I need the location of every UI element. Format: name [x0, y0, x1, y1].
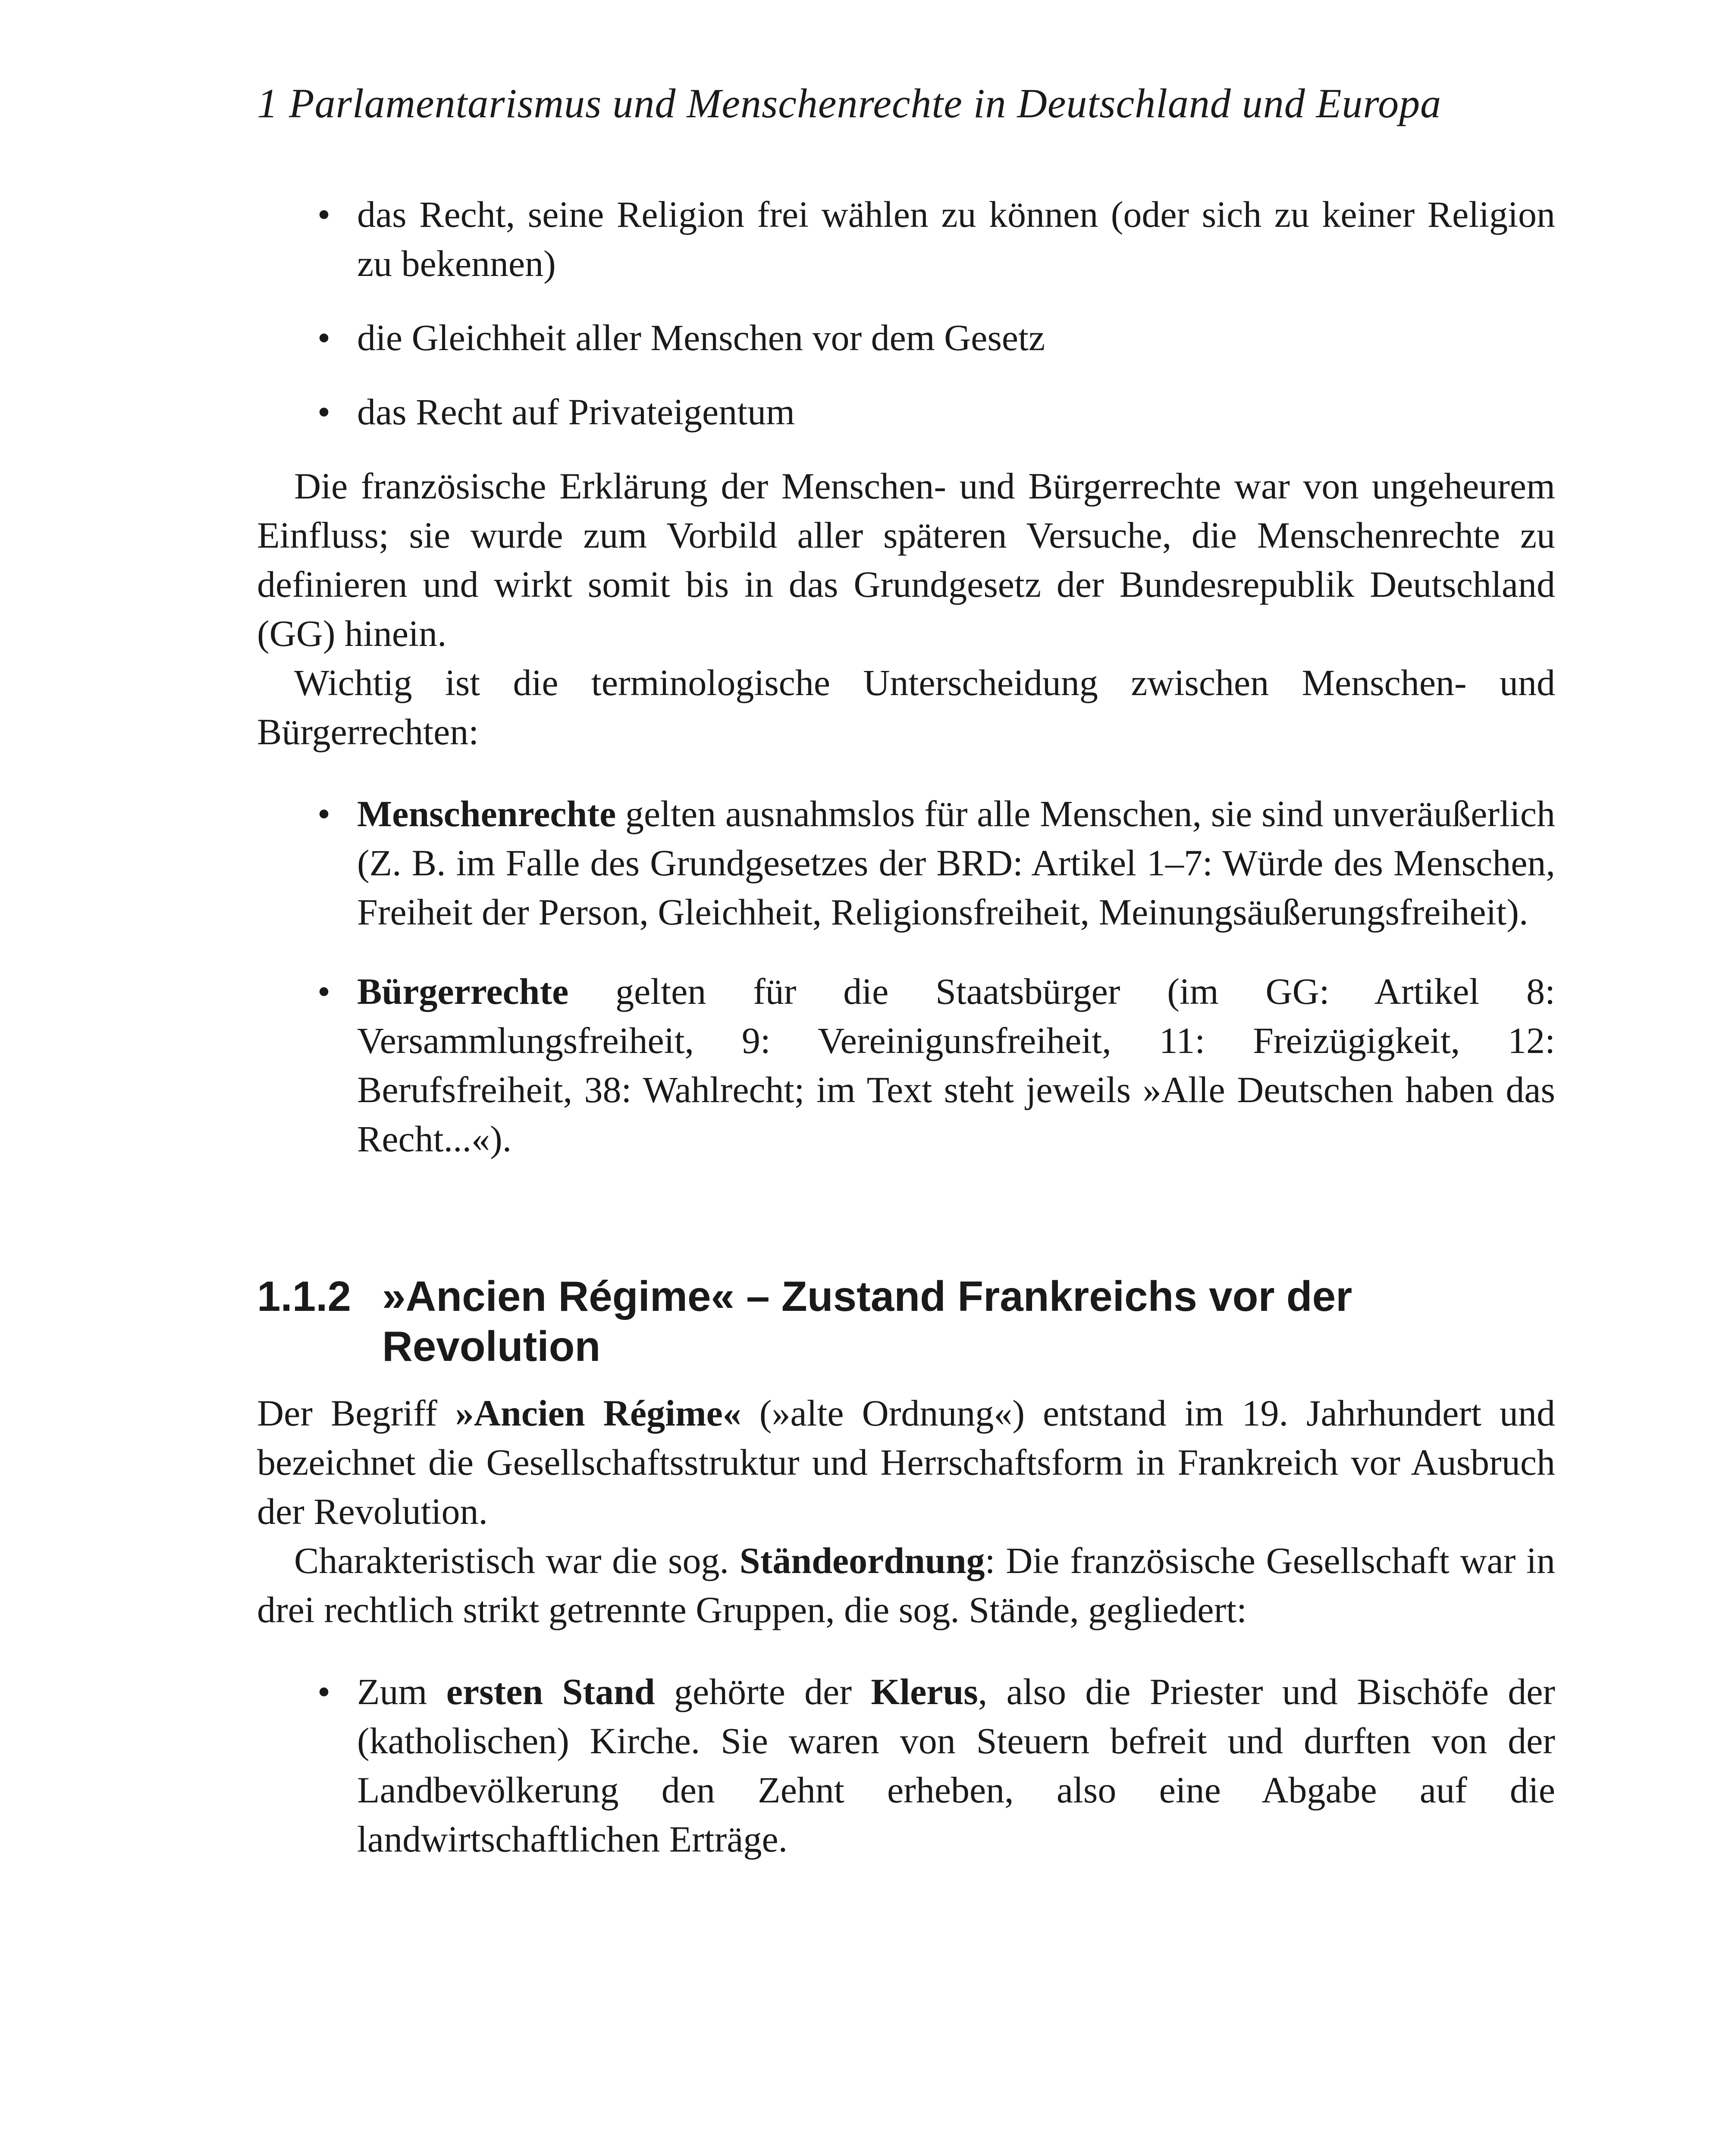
- list-item: [257, 1667, 1555, 1864]
- paragraph-staendeordnung: Charakteristisch war die sog. Ständeordnung: Die französische Gesellschaft war in drei rechtlich strikt getrennte Gruppen, die sog. Stände, gegliedert:: [257, 1540, 1555, 1630]
- list-item-text: das Recht, seine Religion frei wählen zu können (oder sich zu keiner Religion zu bekennen): [357, 194, 1555, 284]
- human-vs-civil-rights-list: [257, 789, 1555, 1163]
- term-erster-stand: ersten Stand: [446, 1671, 655, 1712]
- bullet-icon: •: [317, 317, 331, 358]
- running-head: 1 Parlamentarismus und Menschenrechte in Deutschland und Europa: [257, 80, 1442, 126]
- term-buergerrechte: Bürgerrechte: [357, 971, 569, 1012]
- section-number: 1.1.2: [257, 1272, 351, 1320]
- paragraph-declaration: Die französische Erklärung der Menschen- und Bürgerrechte war von ungeheurem Einfluss; sie wurde zum Vorbild aller späteren Versuche, die Menschenrechte zu definieren und wirkt somit bis in das Grundgesetz der Bundesrepublik Deutschland (GG) hinein.: [257, 465, 1555, 654]
- paragraph-terminology: Wichtig ist die terminologische Unterscheidung zwischen Menschen- und Bürgerrechten:: [257, 662, 1555, 752]
- list-item-text: Zum ersten Stand gehörte der Klerus, also die Priester und Bischöfe der (katholischen) Kirche. Sie waren von Steuern befreit und durften von der Landbevölkerung den Zehnt erheben, also eine Abgabe auf die landwirtschaftlichen Erträge.: [357, 1671, 1555, 1860]
- list-item: [257, 387, 1555, 436]
- bullet-icon: •: [317, 793, 331, 834]
- rights-bullet-list: [257, 190, 1555, 436]
- list-item-text: Bürgerrechte gelten für die Staatsbürger (im GG: Artikel 8: Versammlungsfreiheit, 9: Vereinigunsfreiheit, 11: Freizügigkeit, 12: Berufsfreiheit, 38: Wahlrecht; im Text steht jeweils »Alle Deutschen haben das Recht...«).: [357, 971, 1555, 1159]
- section-heading: [257, 1271, 1555, 1371]
- list-item: [257, 190, 1555, 288]
- list-item-text: Menschenrechte gelten ausnahmslos für alle Menschen, sie sind unveräußerlich (Z. B. im Falle des Grundgesetzes der BRD: Artikel 1–7: Würde des Menschen, Freiheit der Person, Gleichheit, Religionsfreiheit, Meinungsäußerungsfreiheit).: [357, 793, 1555, 933]
- list-item: [257, 789, 1555, 937]
- page-body: [257, 190, 1555, 1889]
- estates-list: [257, 1667, 1555, 1864]
- term-ancien-regime: »Ancien Régime«: [455, 1392, 741, 1434]
- bullet-icon: •: [317, 1671, 331, 1712]
- bullet-icon: •: [317, 971, 331, 1012]
- bullet-icon: •: [317, 391, 331, 432]
- list-item-text: das Recht auf Privateigentum: [357, 391, 795, 432]
- section-title: »Ancien Régime« – Zustand Frankreichs vor der Revolution: [382, 1272, 1352, 1370]
- list-item-text: die Gleichheit aller Menschen vor dem Gesetz: [357, 317, 1045, 358]
- term-menschenrechte: Menschenrechte: [357, 793, 616, 834]
- list-item: [257, 313, 1555, 362]
- term-klerus: Klerus: [871, 1671, 978, 1712]
- paragraph-ancien-regime: Der Begriff »Ancien Régime« (»alte Ordnung«) entstand im 19. Jahrhundert und bezeichnet die Gesellschaftsstruktur und Herrschaftsform in Frankreich vor Ausbruch der Revolution.: [257, 1392, 1555, 1532]
- list-item: [257, 967, 1555, 1163]
- term-staendeordnung: Ständeordnung: [739, 1540, 985, 1581]
- bullet-icon: •: [317, 194, 331, 235]
